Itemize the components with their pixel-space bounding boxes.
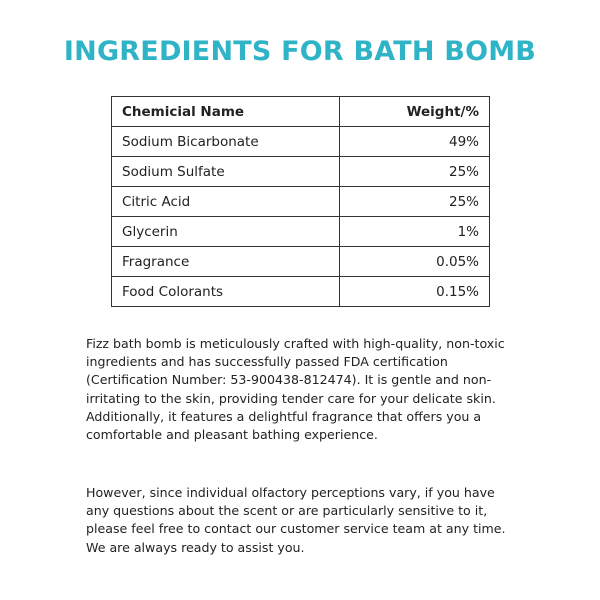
table-row: [112, 157, 490, 187]
ingredient-name: Glycerin: [112, 217, 340, 247]
ingredient-weight: 25%: [340, 187, 490, 217]
ingredient-weight: 1%: [340, 217, 490, 247]
ingredient-weight: 49%: [340, 127, 490, 157]
ingredient-name: Sodium Bicarbonate: [112, 127, 340, 157]
ingredient-name: Food Colorants: [112, 277, 340, 307]
ingredient-name: Sodium Sulfate: [112, 157, 340, 187]
contact-paragraph: However, since individual olfactory perceptions vary, if you have any questions about the scent or are particularly sensitive to it, please feel free to contact our customer service team at any time. We are always ready to assist you.: [86, 485, 506, 555]
column-header-weight: Weight/%: [340, 97, 490, 127]
ingredient-weight: 0.05%: [340, 247, 490, 277]
ingredient-name: Citric Acid: [112, 187, 340, 217]
page-title: INGREDIENTS FOR BATH BOMB: [63, 36, 537, 67]
table-row: [112, 277, 490, 307]
table-row: [112, 217, 490, 247]
ingredient-name: Fragrance: [112, 247, 340, 277]
ingredient-weight: 25%: [340, 157, 490, 187]
column-header-name: Chemicial Name: [112, 97, 340, 127]
table-row: [112, 127, 490, 157]
ingredients-table: [111, 96, 490, 307]
table-row: [112, 187, 490, 217]
table-header-row: [112, 97, 490, 127]
description-paragraph: Fizz bath bomb is meticulously crafted with high-quality, non-toxic ingredients and has successfully passed FDA certification (Certification Number: 53-900438-812474). It is gentle and non-irritating to the skin, providing tender care for your delicate skin. Additionally, it features a delightful fragrance that offers you a comfortable and pleasant bathing experience.: [86, 336, 505, 443]
ingredient-weight: 0.15%: [340, 277, 490, 307]
table-row: [112, 247, 490, 277]
